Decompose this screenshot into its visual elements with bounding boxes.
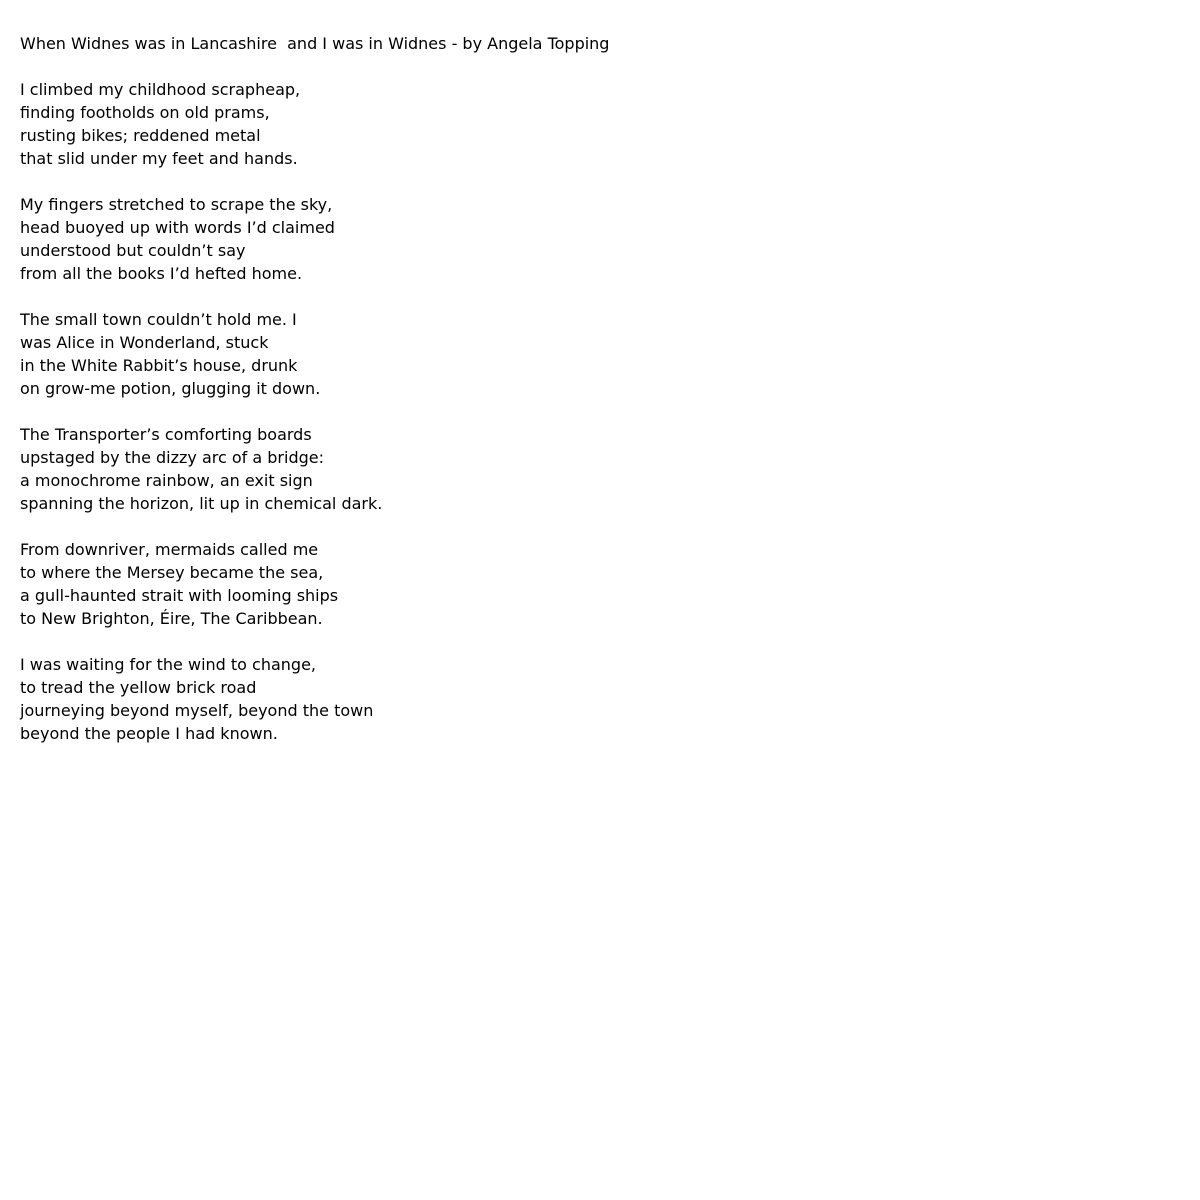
poem-document [20, 32, 1180, 768]
poem-line: from all the books I’d hefted home. [20, 264, 303, 283]
poem-title: When Widnes was in Lancashire and I was in Widnes - by Angela Topping [20, 34, 610, 53]
stanza-4 [20, 423, 1180, 515]
stanza-2 [20, 193, 1180, 285]
stanza-6 [20, 653, 1180, 745]
poem-line: rusting bikes; reddened metal [20, 126, 261, 145]
poem-line: upstaged by the dizzy arc of a bridge: [20, 448, 324, 467]
poem-line: finding footholds on old prams, [20, 103, 270, 122]
poem-line: a monochrome rainbow, an exit sign [20, 471, 313, 490]
poem-line: journeying beyond myself, beyond the town [20, 701, 374, 720]
poem-line: I was waiting for the wind to change, [20, 655, 317, 674]
poem-line: was Alice in Wonderland, stuck [20, 333, 269, 352]
poem-line: spanning the horizon, lit up in chemical dark. [20, 494, 383, 513]
poem-line: beyond the people I had known. [20, 724, 278, 743]
poem-line: to tread the yellow brick road [20, 678, 257, 697]
stanza-1 [20, 78, 1180, 170]
poem-line: The small town couldn’t hold me. I [20, 310, 297, 329]
poem-line: I climbed my childhood scrapheap, [20, 80, 301, 99]
poem-line: The Transporter’s comforting boards [20, 425, 312, 444]
poem-line: From downriver, mermaids called me [20, 540, 319, 559]
poem-line: a gull-haunted strait with looming ships [20, 586, 339, 605]
poem-line: that slid under my feet and hands. [20, 149, 298, 168]
poem-line: in the White Rabbit’s house, drunk [20, 356, 298, 375]
poem-line: on grow-me potion, glugging it down. [20, 379, 321, 398]
poem-line: to New Brighton, Éire, The Caribbean. [20, 609, 323, 628]
poem-line: to where the Mersey became the sea, [20, 563, 324, 582]
poem-line: My fingers stretched to scrape the sky, [20, 195, 333, 214]
stanza-5 [20, 538, 1180, 630]
poem-line: head buoyed up with words I’d claimed [20, 218, 335, 237]
stanza-3 [20, 308, 1180, 400]
poem-line: understood but couldn’t say [20, 241, 246, 260]
